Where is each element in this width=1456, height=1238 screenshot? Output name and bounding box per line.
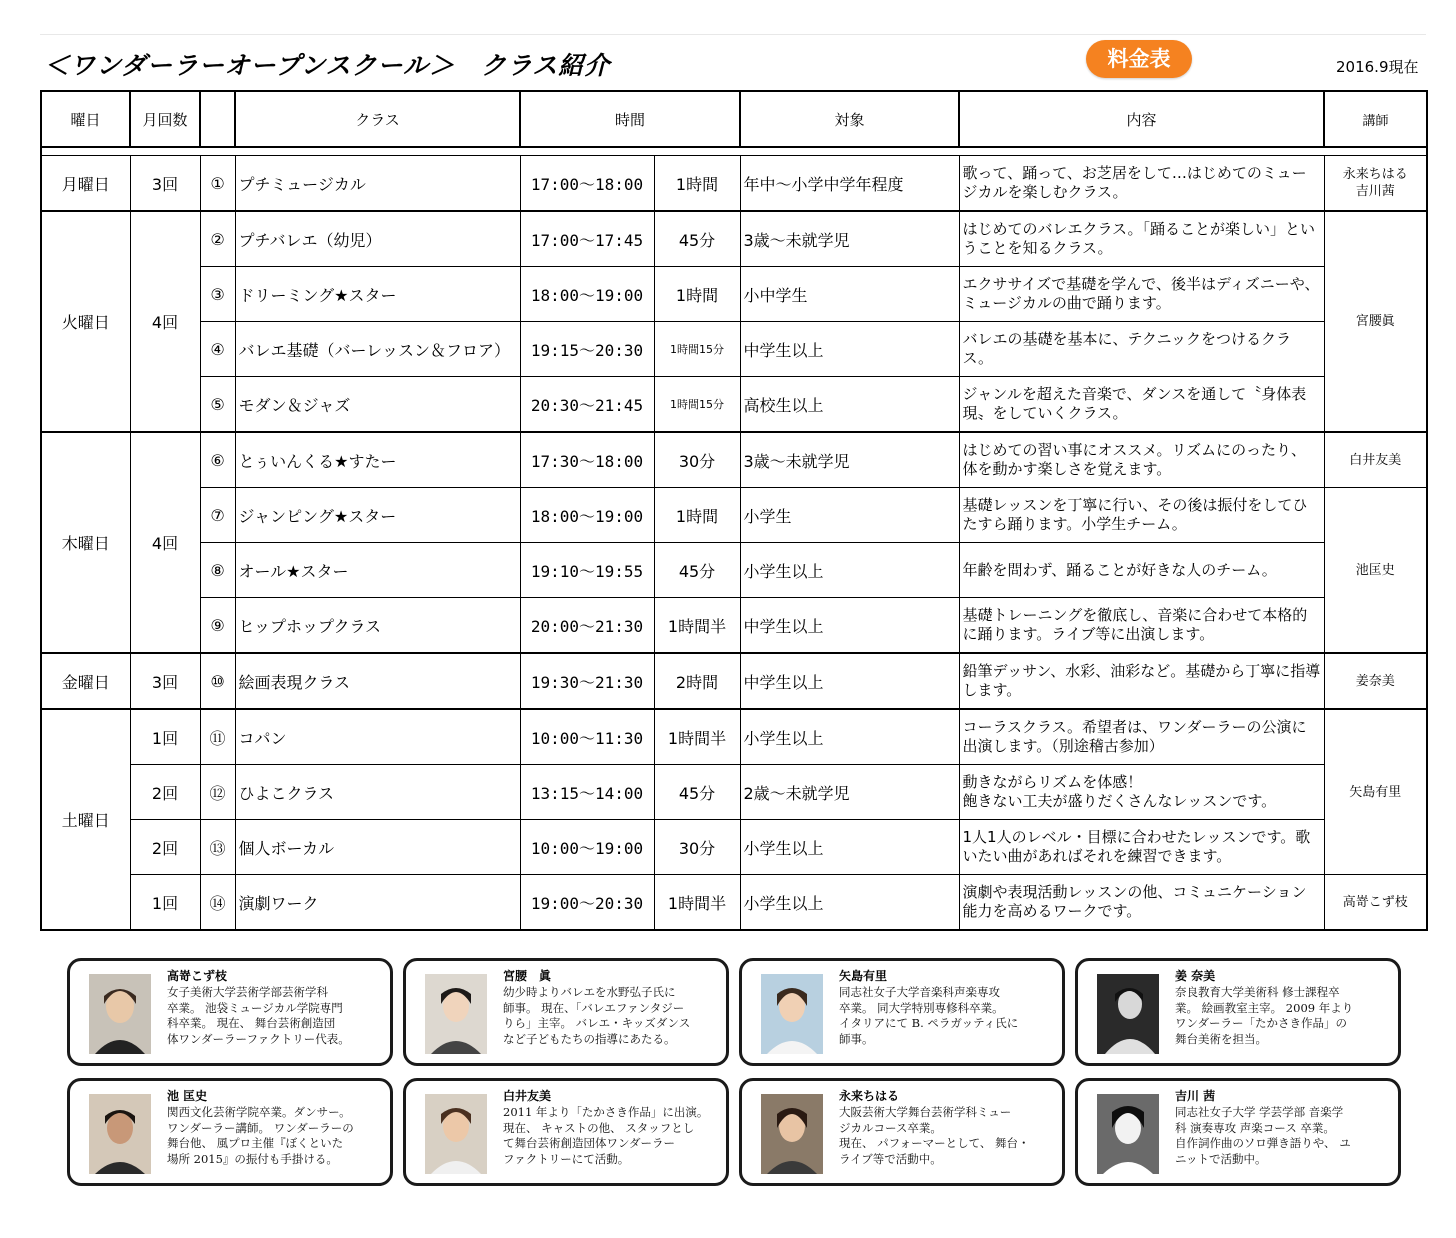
class-number: ⑥ [200,432,235,488]
header-gap [41,147,1427,156]
class-number: ⑨ [200,598,235,654]
class-name: ドリーミング★スター [235,267,520,322]
class-time: 10:00～11:30 [520,709,654,765]
as-of-date: 2016.9現在 [1336,58,1419,76]
instructor-photo [89,1094,151,1174]
instructor-bio: 大阪芸術大学舞台芸術学科ミュー ジカルコース卒業。 現在、 パフォーマーとして、 舞台・ ライブ等で活動中。 [839,1105,1030,1166]
class-time: 20:30～21:45 [520,377,654,433]
class-duration: 30分 [654,820,740,875]
class-duration: 1時間半 [654,709,740,765]
class-number: ② [200,211,235,267]
class-time: 10:00～19:00 [520,820,654,875]
instructor-bio: 幼少時よりバレエを水野弘子氏に 師事。 現在、「バレエファンタジー りら」主宰。 バレエ・キッズダンス など子どもたちの指導にあたる。 [503,985,691,1046]
page-title: ＜ワンダーラーオープンスクール＞ クラス紹介 [44,51,611,80]
day-cell: 木曜日 [41,432,130,653]
class-content: 動きながらリズムを体感！ 飽きない工夫が盛りだくさんなレッスンです。 [959,765,1324,820]
class-duration: 45分 [654,765,740,820]
class-duration: 1時間 [654,267,740,322]
class-content: はじめての習い事にオススメ。リズムにのったり、体を動かす楽しさを覚えます。 [959,432,1324,488]
class-target: 3歳～未就学児 [740,432,959,488]
table-row [41,432,1427,488]
class-duration: 45分 [654,543,740,598]
class-time: 17:30～18:00 [520,432,654,488]
count-cell: 1回 [130,875,200,931]
class-duration: 1時間 [654,156,740,212]
instructor-bio: 2011 年より「たかさき作品」に出演。 現在、 キャストの他、 スタッフとし て舞台芸術創造団体ワンダーラー ファクトリーにて活動。 [503,1105,709,1166]
header-class: クラス [235,91,520,147]
class-target: 年中～小学中学年程度 [740,156,959,212]
instructor-bio: 同志社女子大学 学芸学部 音楽学 科 演奏専攻 声楽コース 卒業。 自作詞作曲のソロ弾き語りや、 ユ ニットで活動中。 [1175,1105,1351,1166]
class-duration: 1時間半 [654,598,740,654]
class-number: ⑭ [200,875,235,931]
class-target: 小中学生 [740,267,959,322]
class-target: 小学生以上 [740,875,959,931]
instructor-card [403,958,729,1066]
class-content: 演劇や表現活動レッスンの他、コミュニケーション能力を高めるワークです。 [959,875,1324,931]
class-teacher: 高嵜こず枝 [1324,875,1427,931]
class-teacher: 姜奈美 [1324,653,1427,709]
class-duration: 1時間半 [654,875,740,931]
instructor-photo [1097,1094,1159,1174]
class-name: コパン [235,709,520,765]
class-time: 19:15～20:30 [520,322,654,377]
instructor-bio: 奈良教育大学美術科 修士課程卒 業。 絵画教室主宰。 2009 年より ワンダーラー「たかさき作品」の 舞台美術を担当。 [1175,985,1354,1046]
count-cell: 2回 [130,765,200,820]
instructor-name: 高嵜こず枝 [167,969,228,983]
class-teacher: 永来ちはる 吉川茜 [1324,156,1427,212]
instructor-photo [425,974,487,1054]
header-target: 対象 [740,91,959,147]
instructor-name: 永来ちはる [839,1089,900,1103]
class-target: 中学生以上 [740,598,959,654]
header-day: 曜日 [41,91,130,147]
instructor-bio: 関西文化芸術学院卒業。ダンサー。 ワンダーラー講師。 ワンダーラーの 舞台他、 風プロ主催『ぼくといた 場所 2015』の振付も手掛ける。 [167,1105,354,1166]
instructor-photo [1097,974,1159,1054]
header-time: 時間 [520,91,740,147]
class-content: コーラスクラス。希望者は、ワンダーラーの公演に出演します。（別途稽古参加） [959,709,1324,765]
class-target: 中学生以上 [740,653,959,709]
class-content: ジャンルを超えた音楽で、ダンスを通して〝身体表現〟をしていくクラス。 [959,377,1324,433]
class-time: 19:00～20:30 [520,875,654,931]
instructor-card [739,958,1065,1066]
class-number: ④ [200,322,235,377]
class-content: 基礎トレーニングを徹底し、音楽に合わせて本格的に踊ります。ライブ等に出演します。 [959,598,1324,654]
header-content: 内容 [959,91,1324,147]
class-number: ⑪ [200,709,235,765]
class-duration: 45分 [654,211,740,267]
instructor-bio: 同志社女子大学音楽科声楽専攻 卒業。 同大学特別専修科卒業。 イタリアにて B. ペラガッティ氏に 師事。 [839,985,1019,1046]
instructor-card [739,1078,1065,1186]
class-content: 歌って、踊って、お芝居をして…はじめてのミュージカルを楽しむクラス。 [959,156,1324,212]
instructor-name: 姜 奈美 [1175,969,1216,983]
instructor-name: 矢島有里 [839,969,888,983]
class-content: エクササイズで基礎を学んで、後半はディズニーや、ミュージカルの曲で踊ります。 [959,267,1324,322]
header-no [200,91,235,147]
day-cell: 火曜日 [41,211,130,432]
instructor-name: 吉川 茜 [1175,1089,1216,1103]
table-header-row [41,91,1427,147]
class-duration: 30分 [654,432,740,488]
class-time: 18:00～19:00 [520,488,654,543]
class-teacher: 白井友美 [1324,432,1427,488]
class-target: 3歳～未就学児 [740,211,959,267]
class-teacher: 池匡史 [1324,488,1427,654]
class-name: オール★スター [235,543,520,598]
class-duration: 1時間 [654,488,740,543]
table-row [41,267,1427,322]
class-target: 小学生以上 [740,820,959,875]
class-time: 18:00～19:00 [520,267,654,322]
instructor-card [1075,958,1401,1066]
class-content: 年齢を問わず、踊ることが好きな人のチーム。 [959,543,1324,598]
class-name: プチバレエ（幼児） [235,211,520,267]
class-content: 鉛筆デッサン、水彩、油彩など。基礎から丁寧に指導します。 [959,653,1324,709]
table-row [41,377,1427,433]
class-number: ⑬ [200,820,235,875]
class-target: 小学生以上 [740,543,959,598]
class-teacher: 宮腰眞 [1324,211,1427,432]
instructor-photo [761,974,823,1054]
fee-table-button[interactable]: 料金表 [1086,40,1192,78]
class-name: 個人ボーカル [235,820,520,875]
instructor-name: 白井友美 [503,1089,552,1103]
instructor-bio: 女子美術大学芸術学部芸術学科 卒業。 池袋ミュージカル学院専門 科卒業。 現在、 舞台芸術創造団 体ワンダーラーファクトリー代表。 [167,985,350,1046]
instructor-card [67,958,393,1066]
day-cell: 金曜日 [41,653,130,709]
table-row [41,322,1427,377]
instructor-card [1075,1078,1401,1186]
count-cell: 1回 [130,709,200,765]
instructor-name: 宮腰 眞 [503,969,552,983]
class-number: ⑩ [200,653,235,709]
class-content: はじめてのバレエクラス。「踊ることが楽しい」ということを知るクラス。 [959,211,1324,267]
instructor-card [67,1078,393,1186]
table-row [41,156,1427,212]
class-number: ⑧ [200,543,235,598]
day-cell: 月曜日 [41,156,130,212]
class-name: バレエ基礎（バーレッスン＆フロア） [235,322,520,377]
top-rule [40,34,1426,35]
class-target: 小学生 [740,488,959,543]
table-row [41,875,1427,931]
count-cell: 3回 [130,653,200,709]
table-row [41,765,1427,820]
class-duration: 2時間 [654,653,740,709]
class-time: 13:15～14:00 [520,765,654,820]
class-number: ⑫ [200,765,235,820]
instructor-card [403,1078,729,1186]
class-time: 20:00～21:30 [520,598,654,654]
class-target: 2歳～未就学児 [740,765,959,820]
class-content: 1人1人のレベル・目標に合わせたレッスンです。歌いたい曲があればそれを練習できます。 [959,820,1324,875]
class-target: 小学生以上 [740,709,959,765]
count-cell: 4回 [130,211,200,432]
class-name: とぅいんくる★すたー [235,432,520,488]
class-content: 基礎レッスンを丁寧に行い、その後は振付をしてひたすら踊ります。小学生チーム。 [959,488,1324,543]
class-teacher: 矢島有里 [1324,709,1427,875]
class-time: 17:00～17:45 [520,211,654,267]
class-name: モダン＆ジャズ [235,377,520,433]
day-cell: 土曜日 [41,709,130,930]
class-name: 絵画表現クラス [235,653,520,709]
class-number: ⑤ [200,377,235,433]
table-row [41,820,1427,875]
instructor-photo [761,1094,823,1174]
class-target: 高校生以上 [740,377,959,433]
class-number: ① [200,156,235,212]
class-name: プチミュージカル [235,156,520,212]
count-cell: 3回 [130,156,200,212]
class-time: 17:00～18:00 [520,156,654,212]
header-teacher: 講師 [1324,91,1427,147]
count-cell: 2回 [130,820,200,875]
instructor-photo [425,1094,487,1174]
class-content: バレエの基礎を基本に、テクニックをつけるクラス。 [959,322,1324,377]
class-duration: 1時間15分 [654,377,740,433]
table-row [41,653,1427,709]
class-name: ひよこクラス [235,765,520,820]
table-row [41,709,1427,765]
class-name: 演劇ワーク [235,875,520,931]
count-cell: 4回 [130,432,200,653]
table-row [41,211,1427,267]
instructor-name: 池 匡史 [167,1089,208,1103]
class-number: ⑦ [200,488,235,543]
class-time: 19:10～19:55 [520,543,654,598]
class-duration: 1時間15分 [654,322,740,377]
class-target: 中学生以上 [740,322,959,377]
table-row [41,598,1427,654]
class-name: ヒップホップクラス [235,598,520,654]
class-time: 19:30～21:30 [520,653,654,709]
instructor-photo [89,974,151,1054]
class-number: ③ [200,267,235,322]
header-times: 月回数 [130,91,200,147]
class-name: ジャンピング★スター [235,488,520,543]
class-schedule-table [40,90,1428,931]
table-row [41,488,1427,543]
table-row [41,543,1427,598]
